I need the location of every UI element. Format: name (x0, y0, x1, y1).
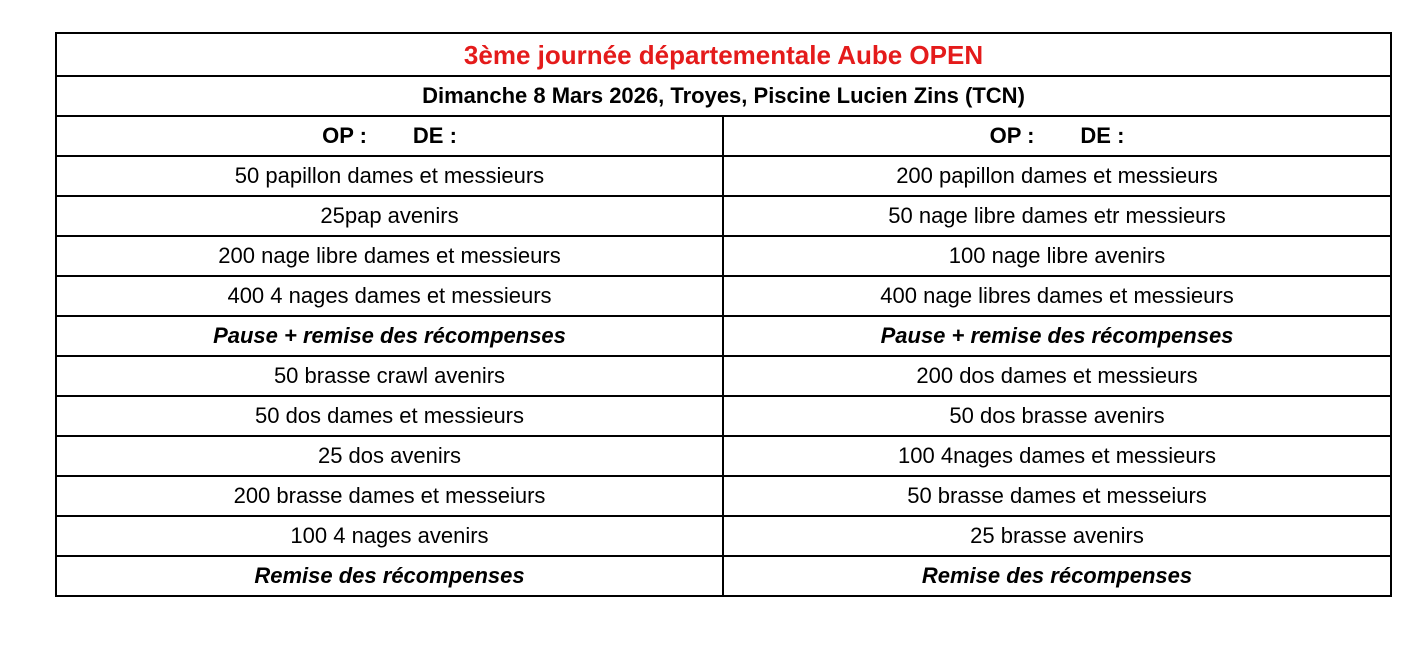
de-label-right: DE : (1080, 123, 1125, 148)
event-row (56, 276, 1391, 316)
event-row (56, 516, 1391, 556)
awards-right: Remise des récompenses (723, 556, 1391, 596)
event-left: 100 4 nages avenirs (56, 516, 723, 556)
event-left: 200 nage libre dames et messieurs (56, 236, 723, 276)
event-left: 25 dos avenirs (56, 436, 723, 476)
event-right: 200 dos dames et messieurs (723, 356, 1391, 396)
event-row (56, 356, 1391, 396)
subtitle-row (56, 76, 1391, 116)
event-right: 100 4nages dames et messieurs (723, 436, 1391, 476)
event-left: 400 4 nages dames et messieurs (56, 276, 723, 316)
break-left: Pause + remise des récompenses (56, 316, 723, 356)
session-header-right (723, 116, 1391, 156)
session-header-left (56, 116, 723, 156)
event-subtitle: Dimanche 8 Mars 2026, Troyes, Piscine Lucien Zins (TCN) (56, 76, 1391, 116)
event-right: 400 nage libres dames et messieurs (723, 276, 1391, 316)
event-right: 100 nage libre avenirs (723, 236, 1391, 276)
break-right: Pause + remise des récompenses (723, 316, 1391, 356)
awards-row (56, 556, 1391, 596)
event-row (56, 236, 1391, 276)
event-left: 25pap avenirs (56, 196, 723, 236)
event-row (56, 436, 1391, 476)
event-right: 50 dos brasse avenirs (723, 396, 1391, 436)
event-left: 50 brasse crawl avenirs (56, 356, 723, 396)
program-table (55, 32, 1392, 597)
awards-left: Remise des récompenses (56, 556, 723, 596)
de-label-left: DE : (412, 123, 457, 148)
event-row (56, 196, 1391, 236)
event-right: 50 nage libre dames etr messieurs (723, 196, 1391, 236)
title-row (56, 33, 1391, 76)
event-left: 50 dos dames et messieurs (56, 396, 723, 436)
event-right: 200 papillon dames et messieurs (723, 156, 1391, 196)
event-row (56, 396, 1391, 436)
event-right: 50 brasse dames et messeiurs (723, 476, 1391, 516)
event-row (56, 476, 1391, 516)
event-row (56, 156, 1391, 196)
event-left: 50 papillon dames et messieurs (56, 156, 723, 196)
event-left: 200 brasse dames et messeiurs (56, 476, 723, 516)
event-right: 25 brasse avenirs (723, 516, 1391, 556)
op-label-left: OP : (322, 123, 367, 148)
page-title: 3ème journée départementale Aube OPEN (56, 33, 1391, 76)
break-row (56, 316, 1391, 356)
op-label-right: OP : (989, 123, 1035, 148)
session-header-row (56, 116, 1391, 156)
